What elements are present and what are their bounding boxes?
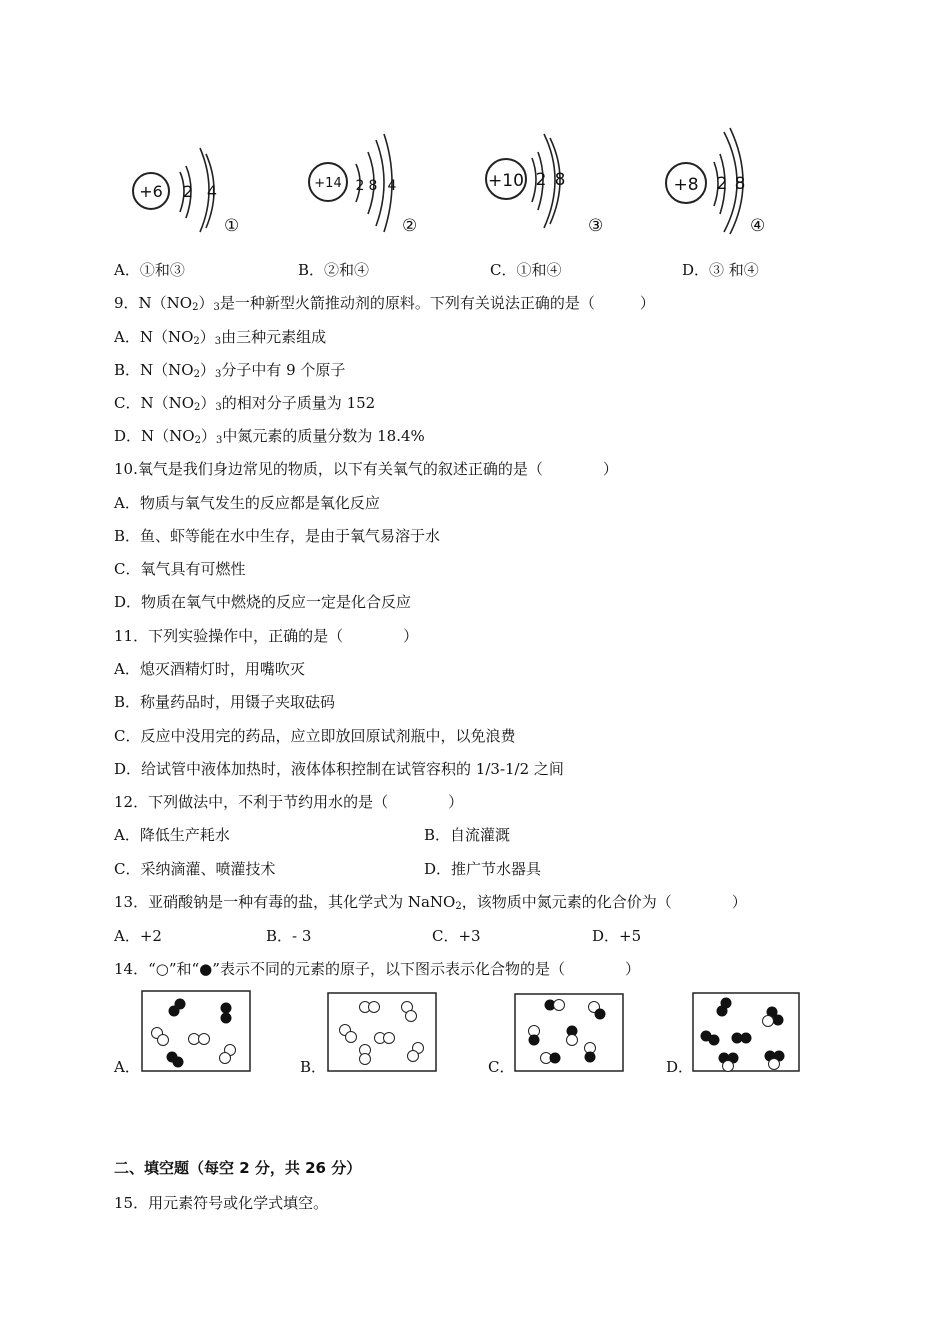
q9-option-b: B．$N(NO_2)_3$分子中有 9 个原子 <box>114 361 346 380</box>
atom-diagram-1 <box>128 140 238 235</box>
q8-option-b: B．②和④ <box>298 261 370 279</box>
shell-electrons: 4 <box>387 178 397 194</box>
q11-option-c: C．反应中没用完的药品，应立即放回原试剂瓶中，以免浪费 <box>114 727 516 745</box>
q12-option-c: C．采纳滴灌、喷灌技术 <box>114 860 276 878</box>
q9-option-d: D．$N(NO_2)_3$中氮元素的质量分数为 18.4% <box>114 427 425 446</box>
q13-option-b: B．- 3 <box>266 927 312 945</box>
nucleus-charge: +6 <box>139 182 163 201</box>
q12-option-d: D．推广节水器具 <box>424 860 542 878</box>
q10-stem: 10.氧气是我们身边常见的物质，以下有关氧气的叙述正确的是（ ） <box>114 460 618 478</box>
atom-label: ③ <box>588 216 604 236</box>
q12-stem: 12．下列做法中，不利于节约用水的是（ ） <box>114 793 464 811</box>
shell-electrons: 8 <box>554 170 566 190</box>
atom-diagram-2 <box>302 130 412 235</box>
q8-option-a: A．①和③ <box>114 261 185 279</box>
particle-box-c <box>514 993 624 1076</box>
q13-option-d: D．+5 <box>592 927 642 945</box>
particle-box-b <box>327 992 437 1076</box>
q10-option-a: A．物质与氧气发生的反应都是氧化反应 <box>114 494 380 512</box>
shell-electrons: 2 <box>355 178 365 194</box>
q11-option-a: A．熄灭酒精灯时，用嘴吹灭 <box>114 660 305 678</box>
particle-box-a <box>141 990 251 1076</box>
q13-option-a: A．+2 <box>114 927 162 945</box>
q9-option-c: C．$N(NO_2)_3$的相对分子质量为 152 <box>114 394 376 413</box>
particle-box-d <box>692 992 800 1076</box>
q10-option-d: D．物质在氧气中燃烧的反应一定是化合反应 <box>114 593 412 611</box>
q12-option-a: A．降低生产耗水 <box>114 826 230 844</box>
q10-option-b: B．鱼、虾等能在水中生存，是由于氧气易溶于水 <box>114 527 441 545</box>
atom-label: ① <box>224 216 240 236</box>
q11-option-d: D．给试管中液体加热时，液体体积控制在试管容积的 1/3-1/2 之间 <box>114 760 564 778</box>
q10-option-c: C．氧气具有可燃性 <box>114 560 246 578</box>
atom-diagram-3 <box>478 128 588 235</box>
q9-option-a: A．$N(NO_2)_3$由三种元素组成 <box>114 328 327 347</box>
nucleus-charge: +14 <box>314 176 342 191</box>
q11-stem: 11．下列实验操作中，正确的是（ ） <box>114 627 419 645</box>
q8-option-d: D．③ 和④ <box>682 261 759 279</box>
shell-electrons: 8 <box>368 178 378 194</box>
q14-label-b: B． <box>300 1058 327 1076</box>
q14-label-a: A． <box>114 1058 140 1076</box>
q14-label-c: C． <box>488 1058 515 1076</box>
shell-electrons: 2 <box>535 170 547 190</box>
q14-label-d: D． <box>666 1058 694 1076</box>
q9-stem: 9．$N(NO_2)_3$是一种新型火箭推动剂的原料。下列有关说法正确的是（ ） <box>114 294 655 313</box>
q15-stem: 15．用元素符号或化学式填空。 <box>114 1194 329 1212</box>
q8-option-c: C．①和④ <box>490 261 562 279</box>
atom-label: ④ <box>750 216 766 236</box>
q11-option-b: B．称量药品时，用镊子夹取砝码 <box>114 693 336 711</box>
shell-electrons: 2 <box>716 174 728 194</box>
shell-electrons: 8 <box>734 174 746 194</box>
q13-stem: 13．亚硝酸钠是一种有毒的盐，其化学式为 NaNO$_2$，该物质中氮元素的化合价为（ ） <box>114 893 747 912</box>
atom-label: ② <box>402 216 418 236</box>
nucleus-charge: +10 <box>488 171 524 191</box>
shell-electrons: 4 <box>206 182 218 201</box>
q13-option-c: C．+3 <box>432 927 481 945</box>
section-title: 二、填空题（每空 2 分，共 26 分） <box>114 1159 362 1177</box>
q14-stem: 14．“○”和“●”表示不同的元素的原子，以下图示表示化合物的是（ ） <box>114 960 640 978</box>
nucleus-charge: +8 <box>673 175 699 195</box>
q12-option-b: B．自流灌溉 <box>424 826 511 844</box>
shell-electrons: 2 <box>182 182 194 201</box>
